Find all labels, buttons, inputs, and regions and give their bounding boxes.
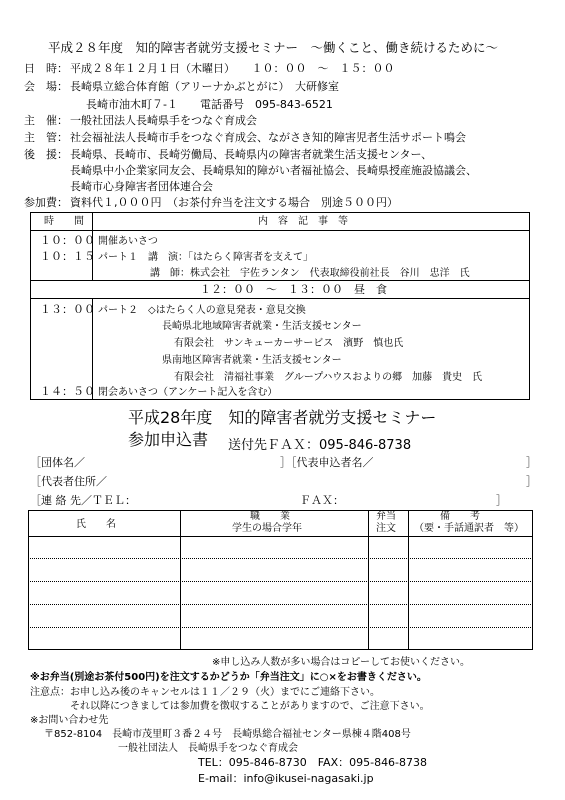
time-1000: １０：００ xyxy=(40,234,95,247)
cancel-note-2: それ以降につきましては参加費を徴収することがありますので、ご注意下さい。 xyxy=(70,701,430,712)
col-occupation: 職 業 xyxy=(250,511,290,522)
contact-address: 〒852-8104 長崎市茂里町３番２４号 長崎県総合福祉センター県棟４階408号 xyxy=(44,729,411,740)
company-2: 有限会社 清福社事業 グループハウスおよりの郷 加藤 貴史 氏 xyxy=(174,372,483,383)
center-1: 長崎県北地域障害者就業・生活支援センター xyxy=(162,321,362,332)
support-line2: 長崎県中小企業家同友会、長崎県知的障がい者福祉協会、長崎県授産施設協議会、 xyxy=(70,164,477,177)
schedule-col-content: 内 容 記 事 等 xyxy=(258,216,348,227)
contact-tel-field[interactable]: ［連 絡 先／ＴＥＬ： xyxy=(30,494,136,507)
center-2: 県南地区障害者就業・生活支援センター xyxy=(162,355,342,366)
bracket-close-3: ］ xyxy=(496,494,507,507)
venue-line2: 長崎市油木町７-１ 電話番号 095-843-6521 xyxy=(86,98,333,111)
time-1450: １４：５０ xyxy=(40,385,95,398)
bracket-close-2: ］ xyxy=(526,475,537,488)
lunch-break: １２：００ ～ １３：００ 昼 食 xyxy=(200,283,387,296)
col-bento-sub: 注文 xyxy=(376,523,396,534)
cancel-note-1: 注意点：お申し込み後のキャンセルは１１／２９（火）までにご連絡下さい。 xyxy=(30,687,380,698)
rep-address-field[interactable]: ［代表者住所／ xyxy=(30,475,107,488)
mgmt-label: 主 管： xyxy=(24,131,68,144)
fee-value: 資料代１,０００円 （お茶付弁当を注文する場合 別途５００円） xyxy=(70,196,398,209)
schedule-col-time: 時 間 xyxy=(44,216,84,227)
page-title: 平成２８年度 知的障害者就労支援セミナー ～働くこと、働き続けるために～ xyxy=(48,40,499,55)
company-1: 有限会社 サンキューカーサービス 濱野 慎也氏 xyxy=(174,338,404,349)
support-line3: 長崎市心身障害者団体連合会 xyxy=(70,180,213,193)
contact-heading: ※お問い合わせ先 xyxy=(30,715,109,726)
contact-tel-fax: TEL：095-846-8730 FAX：095-846-8738 xyxy=(198,756,428,769)
bracket-close-1: ］ xyxy=(526,456,537,469)
support-label: 後 援： xyxy=(24,148,68,161)
host-label: 主 催： xyxy=(24,114,68,127)
rep-name-field[interactable]: ］［代表申込者名／ xyxy=(280,456,374,469)
opening-remarks: 開催あいさつ xyxy=(98,236,158,247)
date-value: 平成２８年１２月１日（木曜日） １０：００ ～ １５：００ xyxy=(70,62,395,75)
group-name-field[interactable]: ［団体名／ xyxy=(30,456,85,469)
date-label: 日 時： xyxy=(24,62,68,75)
contact-fax-field[interactable]: ＦＡＸ： xyxy=(300,494,344,507)
closing-remarks: 閉会あいさつ（アンケート記入を含む） xyxy=(98,387,278,398)
contact-org: 一般社団法人 長崎県手をつなぐ育成会 xyxy=(118,743,298,754)
bento-note: ※お弁当(別途お茶付500円)を注文するかどうか「弁当注文」に○×をお書きください。 xyxy=(30,672,427,683)
host-value: 一般社団法人長崎県手をつなぐ育成会 xyxy=(70,114,257,127)
lecture-speaker: 講 師：株式会社 宇佐ランタン 代表取締役前社長 谷川 忠洋 氏 xyxy=(150,268,470,279)
col-name: 氏 名 xyxy=(76,519,116,530)
part2-session: パート２ ◇はたらく人の意見発表・意見交換 xyxy=(98,305,306,316)
col-occupation-sub: 学生の場合学年 xyxy=(232,523,302,534)
col-remarks-sub: （要・手話通訳者 等） xyxy=(414,523,524,534)
fax-destination: 送付先ＦＡＸ：095-846-8738 xyxy=(228,438,412,453)
part1-lecture: パート１ 講 演：「はたらく障害者を支えて」 xyxy=(98,252,313,263)
copy-note: ※申し込み人数が多い場合はコピーしてお使いください。 xyxy=(212,657,470,668)
venue-label: 会 場： xyxy=(24,80,68,93)
time-1300: １３：００ xyxy=(40,303,95,316)
contact-email[interactable]: E-mail：info@ikusei-nagasaki.jp xyxy=(198,772,374,785)
col-bento: 弁当 xyxy=(376,511,396,522)
time-1015: １０：１５ xyxy=(40,250,95,263)
fee-label: 参加費： xyxy=(24,196,68,209)
support-line1: 長崎県、長崎市、長崎労働局、長崎県内の障害者就業生活支援センター、 xyxy=(70,148,433,161)
col-remarks: 備 考 xyxy=(440,511,480,522)
application-title: 平成28年度 知的障害者就労支援セミナー xyxy=(128,408,437,427)
application-subtitle: 参加申込書 xyxy=(128,430,209,449)
mgmt-value: 社会福祉法人長崎市手をつなぐ育成会、ながさき知的障害児者生活サポート鳴会 xyxy=(70,131,466,144)
venue-line1: 長崎県立総合体育館（アリーナかぶとがに） 大研修室 xyxy=(70,80,340,93)
